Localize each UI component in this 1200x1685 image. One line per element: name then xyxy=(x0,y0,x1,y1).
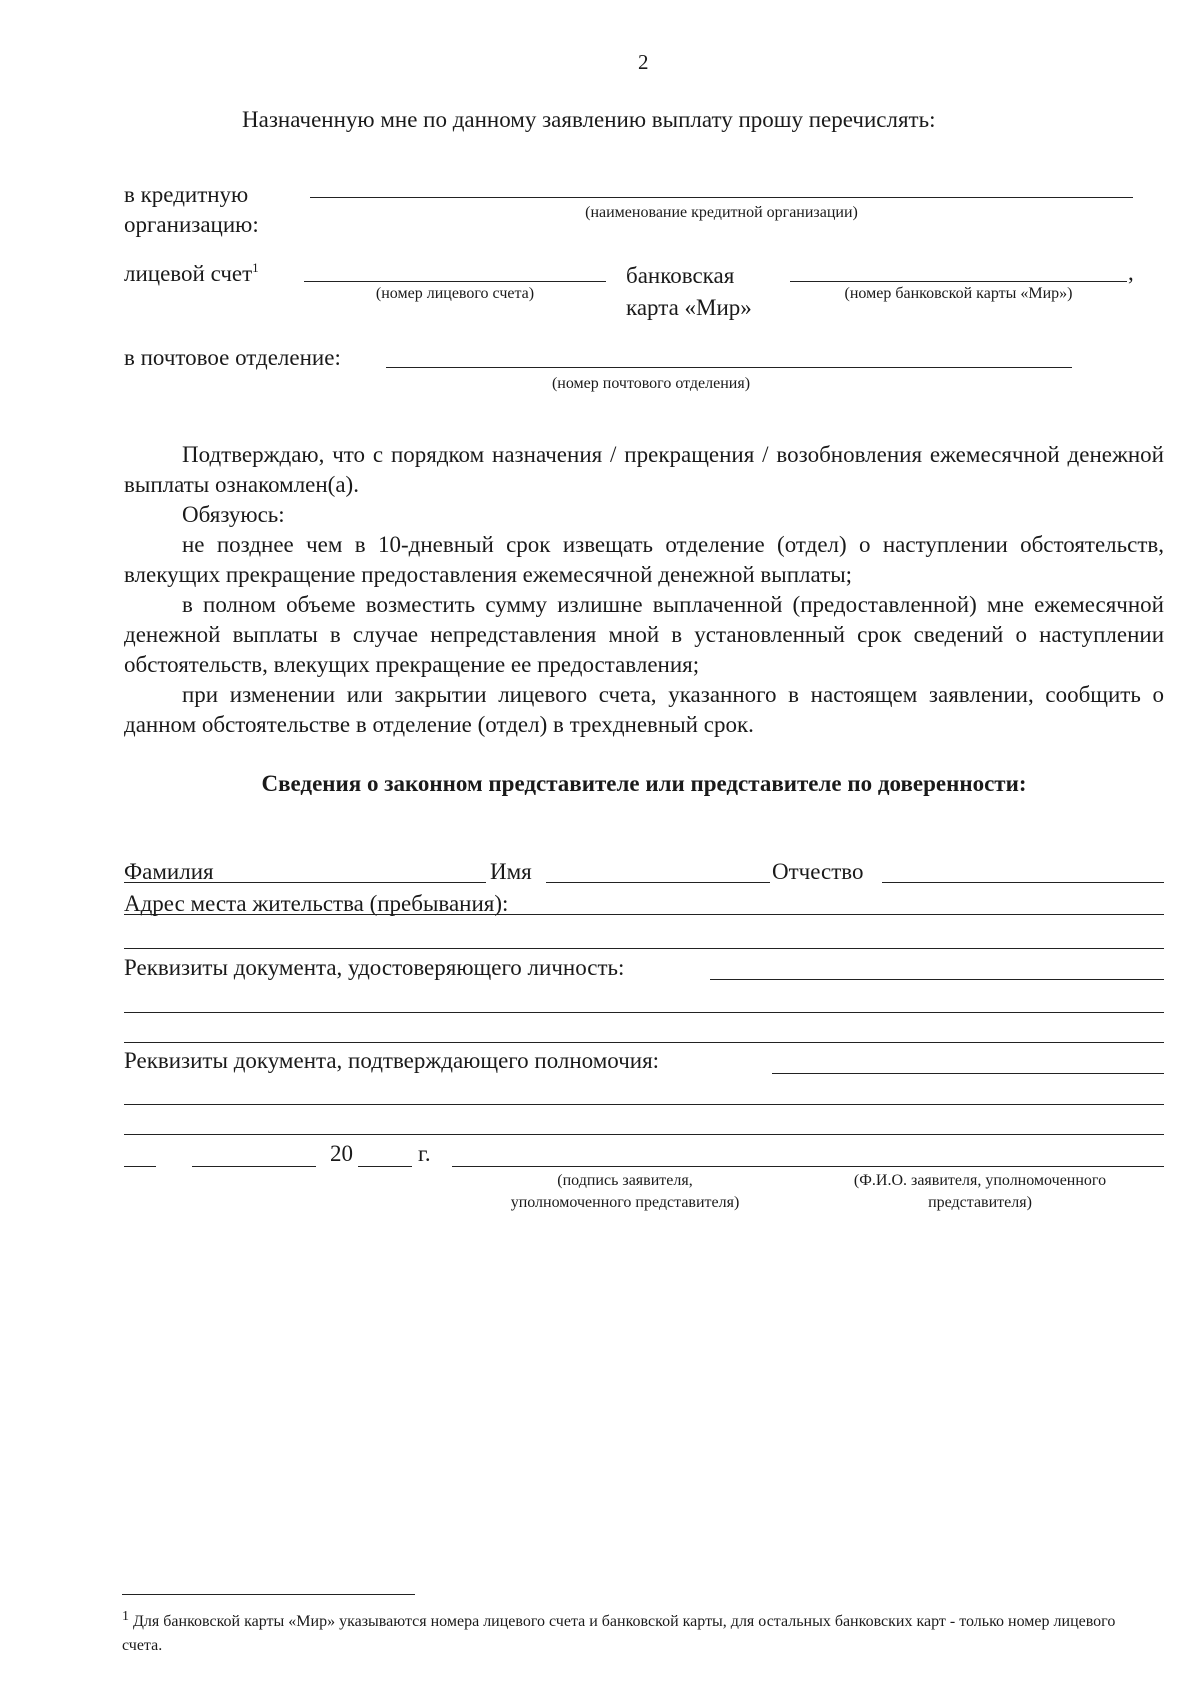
footnote-number: 1 xyxy=(122,1609,129,1624)
id-doc-field-line1[interactable] xyxy=(710,979,1164,980)
authority-doc-field-line1[interactable] xyxy=(772,1073,1164,1074)
card-label-line2: карта «Мир» xyxy=(626,295,752,320)
footnote-separator xyxy=(122,1594,415,1595)
surname-label: Фамилия xyxy=(124,859,214,884)
signature-caption xyxy=(460,1170,790,1214)
date-month-field[interactable] xyxy=(192,1166,316,1167)
post-office-field[interactable] xyxy=(386,367,1072,368)
date-year-suffix: г. xyxy=(418,1141,431,1166)
footnote xyxy=(122,1610,1132,1658)
page-number: 2 xyxy=(638,50,649,74)
date-day-field[interactable] xyxy=(124,1166,156,1167)
signature-caption-line1: (подпись заявителя, xyxy=(557,1172,693,1189)
paragraph-confirm: Подтверждаю, что с порядком назначения / прекращения / возобновления ежемесячной денежной выплаты ознакомлен(а). xyxy=(124,442,1164,497)
fio-caption-line1: (Ф.И.О. заявителя, уполномоченного xyxy=(853,1172,1107,1189)
paragraph-obligation-notify: не позднее чем в 10-дневный срок извещать отделение (отдел) о наступлении обстоятельств, влекущих прекращение предоставления ежемесячной денежной выплаты; xyxy=(124,532,1164,587)
name-field[interactable] xyxy=(546,882,770,883)
card-label-line1: банковская xyxy=(626,263,735,288)
name-label: Имя xyxy=(490,859,532,884)
paragraph-obligation-title: Обязуюсь: xyxy=(182,502,285,527)
patronymic-label: Отчество xyxy=(772,859,864,884)
authority-doc-field-line2[interactable] xyxy=(124,1104,1164,1105)
id-doc-field-line2[interactable] xyxy=(124,1012,1164,1013)
account-number-caption: (номер лицевого счета) xyxy=(375,285,535,302)
account-label xyxy=(124,260,259,288)
credit-org-label-line1: в кредитную xyxy=(124,182,249,207)
date-year-prefix: 20 xyxy=(330,1141,353,1166)
date-year-field[interactable] xyxy=(358,1166,412,1167)
fio-caption xyxy=(800,1170,1160,1214)
card-number-field[interactable] xyxy=(790,281,1127,282)
post-office-label: в почтовое отделение: xyxy=(124,345,341,370)
address-field-line1[interactable] xyxy=(124,914,1164,915)
credit-org-label-line2: организацию: xyxy=(124,212,259,237)
credit-org-label xyxy=(124,180,259,240)
representative-heading: Сведения о законном представителе или представителе по доверенности: xyxy=(261,771,1027,796)
authority-doc-field-line3[interactable] xyxy=(124,1134,1164,1135)
address-label: Адрес места жительства (пребывания): xyxy=(124,891,509,916)
paragraph-obligation-account: при изменении или закрытии лицевого счета, указанного в настоящем заявлении, сообщить о данном обстоятельстве в отделение (отдел) в трехдневный срок. xyxy=(124,682,1164,737)
signature-field[interactable] xyxy=(452,1166,1164,1167)
account-label-text: лицевой счет xyxy=(124,261,253,286)
signature-caption-line2: уполномоченного представителя) xyxy=(510,1194,740,1211)
post-office-caption: (номер почтового отделения) xyxy=(551,375,751,392)
card-trailing-comma: , xyxy=(1128,260,1134,285)
address-field-line2[interactable] xyxy=(124,948,1164,949)
card-label xyxy=(626,260,752,324)
credit-org-caption: (наименование кредитной организации) xyxy=(585,204,858,221)
id-doc-field-line3[interactable] xyxy=(124,1042,1164,1043)
id-doc-label: Реквизиты документа, удостоверяющего личность: xyxy=(124,955,625,980)
account-number-field[interactable] xyxy=(304,281,606,282)
intro-text: Назначенную мне по данному заявлению выплату прошу перечислять: xyxy=(242,107,936,132)
patronymic-field[interactable] xyxy=(882,882,1164,883)
paragraph-obligation-refund: в полном объеме возместить сумму излишне выплаченной (предоставленной) мне ежемесячной денежной выплаты в случае непредставления мной в установленный срок сведений о наступлении обстоятельств, влекущих прекращение ее предоставления; xyxy=(124,592,1164,677)
credit-org-field[interactable] xyxy=(310,197,1133,198)
authority-doc-label: Реквизиты документа, подтверждающего полномочия: xyxy=(124,1048,660,1073)
footnote-mark: 1 xyxy=(252,260,259,275)
surname-field[interactable] xyxy=(124,882,486,883)
footnote-text: Для банковской карты «Мир» указываются номера лицевого счета и банковской карты, для остальных банковских карт - только номер лицевого счета. xyxy=(122,1613,1116,1654)
card-number-caption: (номер банковской карты «Мир») xyxy=(844,285,1073,302)
fio-caption-line2: представителя) xyxy=(928,1194,1032,1211)
